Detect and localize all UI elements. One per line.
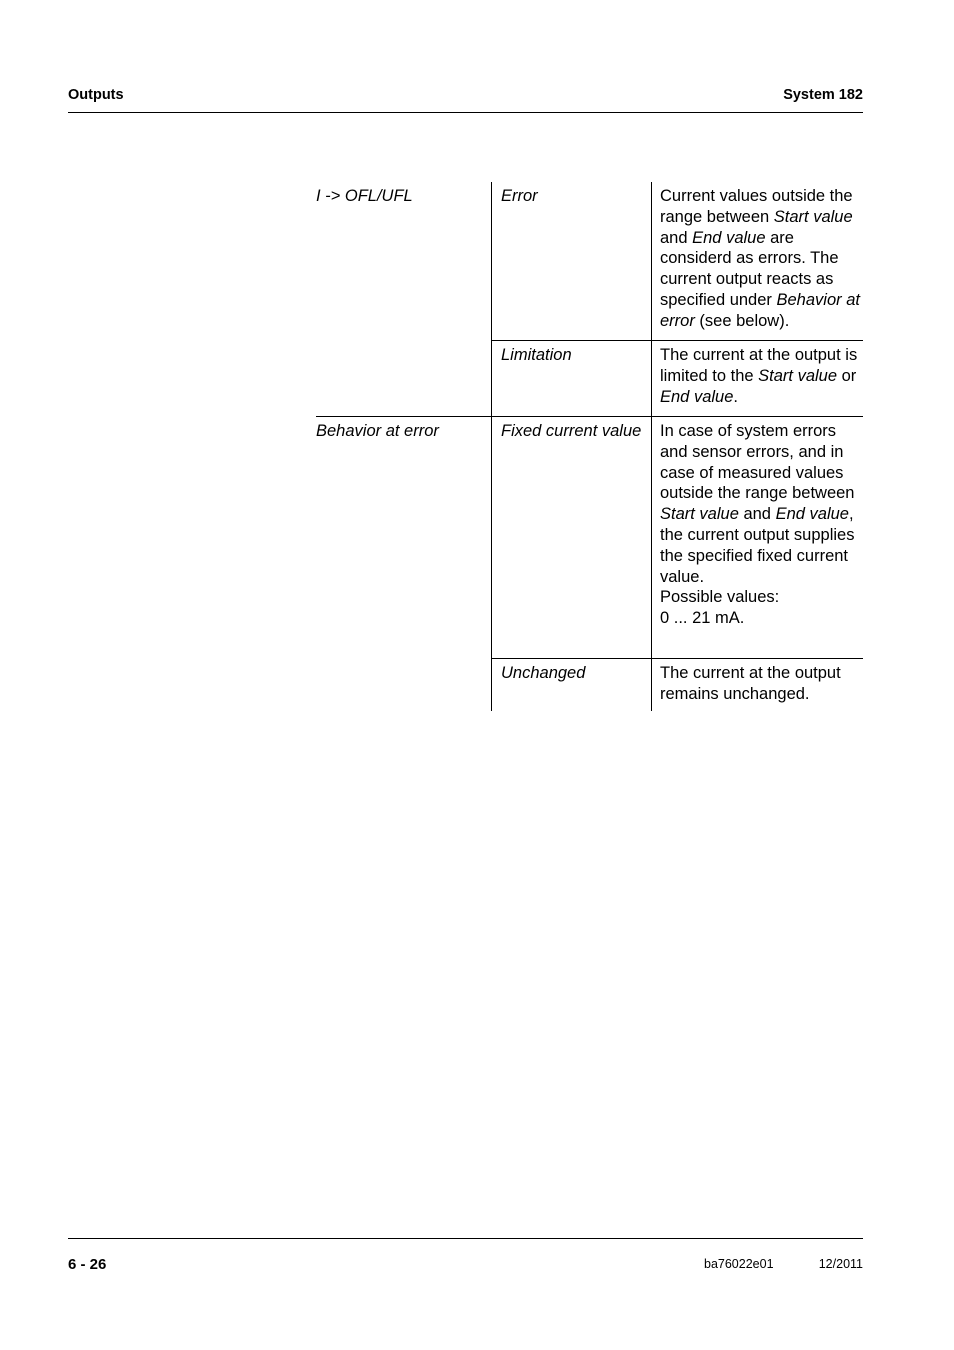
table-row bbox=[491, 340, 863, 416]
option-description: The current at the output is limited to the Start value or End value. bbox=[652, 340, 863, 416]
table-row bbox=[491, 658, 863, 711]
header-rule bbox=[68, 112, 863, 113]
table-row bbox=[491, 417, 863, 658]
option-description: The current at the output remains unchanged. bbox=[652, 658, 863, 711]
table-group-ofl-ufl bbox=[316, 182, 863, 416]
setting-label: I -> OFL/UFL bbox=[316, 187, 413, 205]
table-row bbox=[491, 182, 863, 340]
document-date: 12/2011 bbox=[818, 1257, 863, 1271]
option-description: In case of system errors and sensor errors, and in case of measured values outside the range between Start value and End value, the current output supplies the specified fixed current value. Possible values: 0 ... 21 mA. bbox=[660, 422, 855, 628]
page-number: 6 - 26 bbox=[68, 1256, 107, 1273]
setting-label: Behavior at error bbox=[316, 422, 439, 440]
option-name: Limitation bbox=[491, 340, 652, 416]
option-name: Error bbox=[491, 182, 652, 340]
running-header-section: Outputs bbox=[68, 87, 124, 103]
document-code: ba76022e01 bbox=[704, 1257, 774, 1271]
table-group-behavior-at-error bbox=[316, 416, 863, 711]
settings-table bbox=[316, 182, 863, 711]
option-name: Unchanged bbox=[491, 658, 652, 711]
footer-rule bbox=[68, 1238, 863, 1239]
option-name: Fixed current value bbox=[491, 417, 652, 658]
option-description: Current values outside the range between Start value and End value are considerd as errors. The current output reacts as specified under Behavior at error (see below). bbox=[660, 187, 860, 330]
running-header-product: System 182 bbox=[783, 87, 863, 103]
